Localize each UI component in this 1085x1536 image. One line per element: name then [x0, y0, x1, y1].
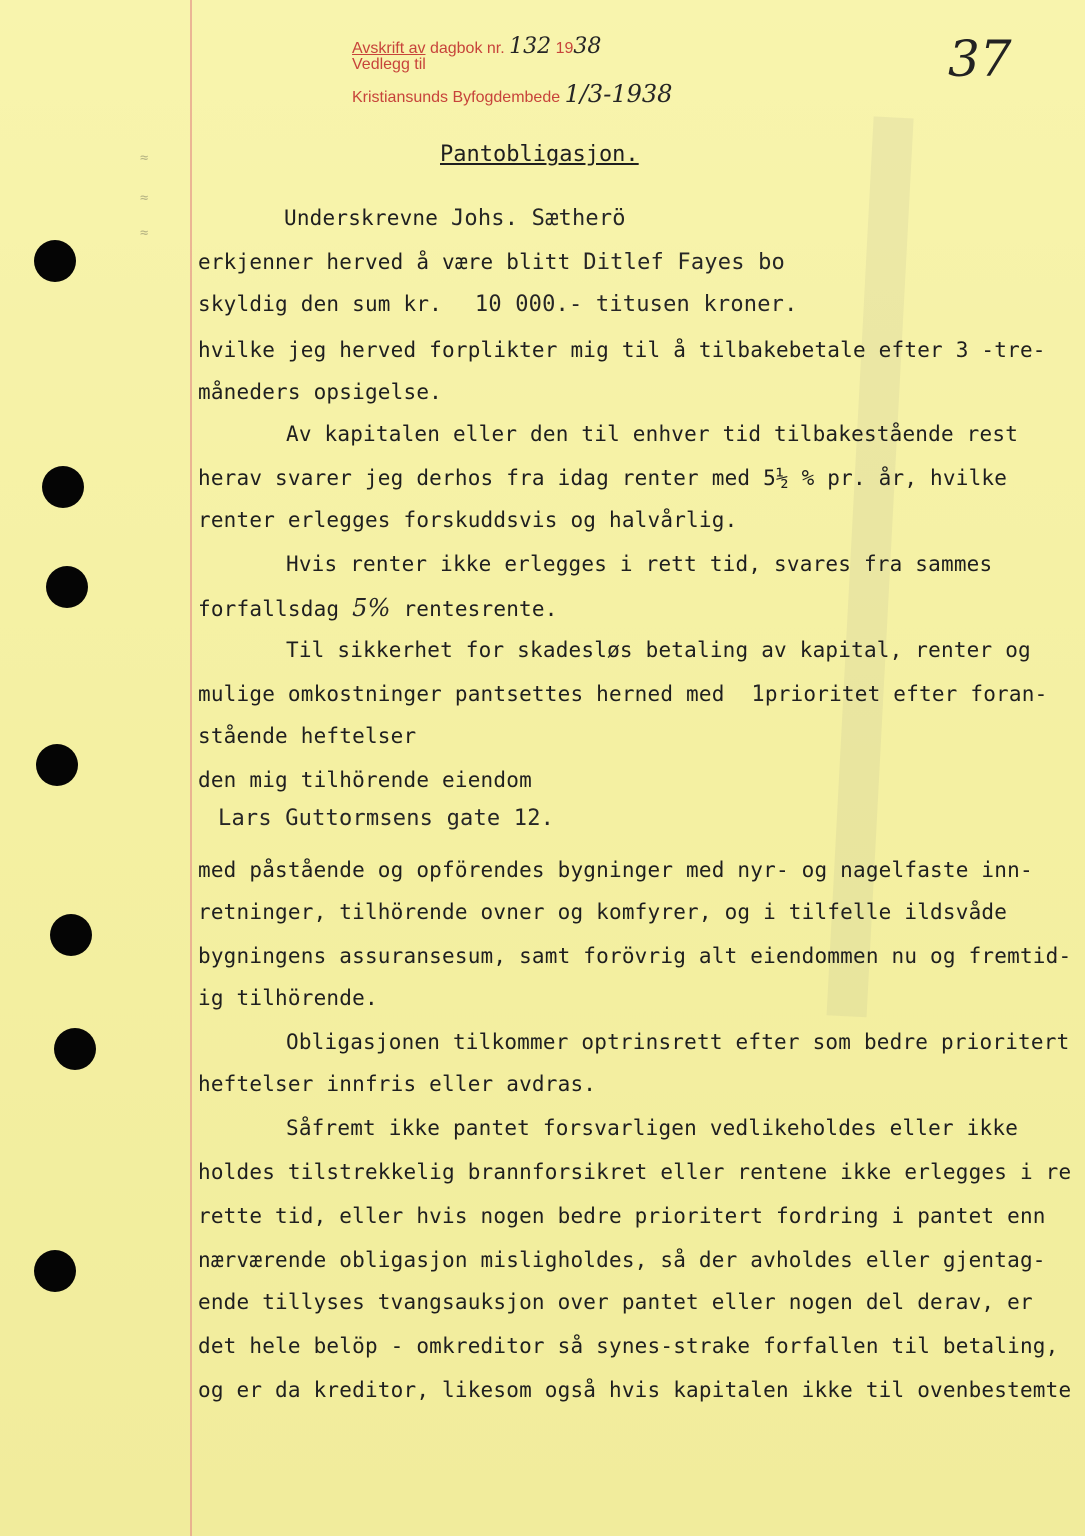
- punch-hole: [36, 744, 78, 786]
- text-line: og er da kreditor, likesom også hvis kapitalen ikke til ovenbestemte: [198, 1378, 1072, 1402]
- punch-hole: [46, 566, 88, 608]
- stamp-line-2: Vedlegg til: [352, 56, 426, 73]
- text-line: [198, 292, 798, 317]
- text-line: [198, 682, 1047, 707]
- loan-amount: 10 000.- titusen kroner.: [474, 292, 798, 317]
- text-line: rette tid, eller hvis nogen bedre prioritert fordring i pantet enn: [198, 1204, 1046, 1228]
- stamp-office: Kristiansunds Byfogdembede: [352, 89, 561, 106]
- margin-line: [190, 0, 192, 1536]
- text-line: med påstående og opförendes bygninger med nyr- og nagelfaste inn-: [198, 858, 1033, 882]
- text-line: renter erlegges forskuddsvis og halvårlig.: [198, 508, 738, 532]
- stamp-line-3: [352, 80, 672, 108]
- text-line: [198, 250, 785, 275]
- text-line: [198, 594, 558, 622]
- text-line: ende tillyses tvangsauksjon over pantet eller nogen del derav, er: [198, 1290, 1033, 1314]
- document-title: Pantobligasjon.: [440, 142, 639, 167]
- text-line: herav svarer jeg derhos fra idag renter med 5½ % pr. år, hvilke: [198, 466, 1008, 490]
- text-line: Såfremt ikke pantet forsvarligen vedlikeholdes eller ikke: [286, 1116, 1019, 1140]
- property-address: Lars Guttormsens gate 12.: [218, 806, 555, 831]
- margin-mark: ≈: [140, 225, 149, 241]
- dagbok-number: 132: [509, 34, 552, 59]
- text-line: [284, 206, 626, 231]
- year-suffix: 38: [573, 34, 602, 59]
- punch-hole: [34, 1250, 76, 1292]
- punch-hole: [34, 240, 76, 282]
- text-line: stående heftelser: [198, 724, 417, 748]
- stamp-dagbok-label: dagbok nr.: [429, 40, 505, 57]
- margin-mark: ≈: [140, 190, 149, 206]
- text-line: nærværende obligasjon misligholdes, så der avholdes eller gjentag-: [198, 1248, 1046, 1272]
- text-fragment: forfallsdag: [198, 597, 340, 621]
- margin-mark: ≈: [140, 150, 149, 166]
- priority-number: 1: [751, 682, 765, 707]
- text-line: holdes tilstrekkelig brannforsikret eller rentene ikke erlegges i re: [198, 1160, 1072, 1184]
- text-line: hvilke jeg herved forplikter mig til å tilbakebetale efter 3 -tre-: [198, 338, 1046, 362]
- punch-hole: [54, 1028, 96, 1070]
- text-line: Obligasjonen tilkommer optrinsrett efter som bedre prioritert: [286, 1030, 1070, 1054]
- text-fragment: mulige omkostninger pantsettes herned med: [198, 682, 725, 706]
- handwritten-rate: 5%: [352, 594, 391, 622]
- text-fragment: prioritet efter foran-: [764, 682, 1048, 706]
- text-line: retninger, tilhörende ovner og komfyrer, og i tilfelle ildsvåde: [198, 900, 1008, 924]
- text-fragment: erkjenner herved å være blitt: [198, 250, 571, 274]
- text-line: Hvis renter ikke erlegges i rett tid, svares fra sammes: [286, 552, 993, 576]
- text-line: Til sikkerhet for skadesløs betaling av kapital, renter og: [286, 638, 1031, 662]
- text-fragment: rentesrente.: [403, 597, 558, 621]
- punch-hole: [50, 914, 92, 956]
- punch-hole: [42, 466, 84, 508]
- text-line: det hele belöp - omkreditor så synes-strake forfallen til betaling,: [198, 1334, 1059, 1358]
- text-line: heftelser innfris eller avdras.: [198, 1072, 597, 1096]
- stamp-date: 1/3-1938: [564, 80, 673, 108]
- stamp-avskrift: Avskrift av: [352, 40, 426, 57]
- text-line: bygningens assuransesum, samt forövrig alt eiendommen nu og fremtid-: [198, 944, 1072, 968]
- year-prefix: 19: [555, 40, 574, 57]
- creditor-name: Ditlef Fayes bo: [583, 250, 785, 275]
- text-line: måneders opsigelse.: [198, 380, 443, 404]
- page-number: 37: [948, 30, 1012, 88]
- text-fragment: skyldig den sum kr.: [198, 292, 443, 316]
- debtor-name: Johs. Sætherö: [450, 206, 626, 231]
- text-fragment: Underskrevne: [284, 206, 439, 230]
- text-line: ig tilhörende.: [198, 986, 378, 1010]
- text-line: den mig tilhörende eiendom: [198, 768, 532, 792]
- text-line: Av kapitalen eller den til enhver tid tilbakestående rest: [286, 422, 1019, 446]
